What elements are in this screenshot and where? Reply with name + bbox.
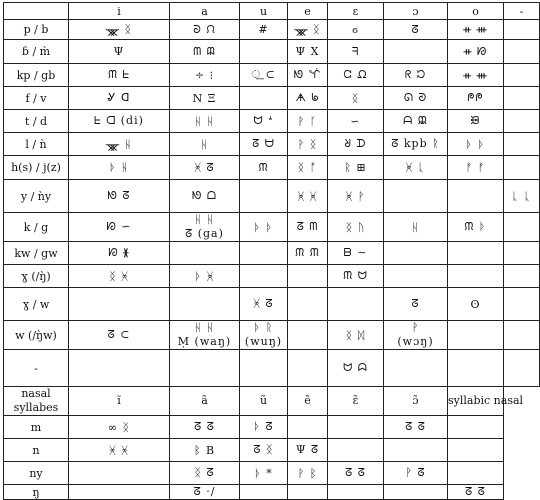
nasal-row — [4, 416, 540, 439]
row-label: k / g — [4, 213, 69, 242]
script-cell: ᚹ ᛒ — [288, 462, 328, 485]
table-row — [4, 213, 540, 242]
column-header: o — [448, 3, 504, 20]
row-label: kw / gw — [4, 242, 69, 265]
row-label: y / ǹy — [4, 180, 69, 213]
script-cell: ᘏ ᘑ — [384, 87, 448, 110]
script-cell — [504, 321, 540, 350]
blank-cell — [504, 485, 540, 500]
script-cell: ᗗ ᖚ — [288, 87, 328, 110]
script-cell: ᛝ ᛞ — [328, 321, 384, 350]
script-cell: ᚸ ᚸ — [288, 180, 328, 213]
script-cell — [240, 87, 288, 110]
script-cell: ᚑ ᚒ — [448, 64, 504, 87]
cell-line: ᚦ ᚱ — [253, 321, 274, 334]
script-cell: ᘳ ᘵ — [328, 64, 384, 87]
blank-cell — [504, 416, 540, 439]
script-cell — [288, 350, 328, 387]
script-cell: ᚸ ᚹ — [328, 180, 384, 213]
script-cell: ᘚ ᖎ — [288, 64, 328, 87]
script-cell — [384, 350, 448, 387]
cell-line: ᚹ — [411, 321, 420, 334]
script-cell — [384, 321, 448, 350]
script-cell: ᘔ ᘔ — [384, 416, 448, 439]
script-cell: ᘔ ᛝ — [240, 439, 288, 462]
nasal-row — [4, 439, 540, 462]
row-label: - — [4, 350, 69, 387]
column-header: u — [240, 3, 288, 20]
nasal-header-row — [4, 387, 540, 416]
script-cell — [170, 288, 240, 321]
script-cell: ᚦ ᘔ — [240, 416, 288, 439]
row-label: l / ǹ — [4, 133, 69, 156]
script-cell: ᛒ Β — [170, 439, 240, 462]
table-row — [4, 265, 540, 288]
script-cell: ᙏ ᖶ — [69, 64, 170, 87]
script-cell: ᘔ ⊂ — [69, 321, 170, 350]
script-cell: ᚹ ᚴ — [288, 110, 328, 133]
cell-line: ᘔ (ga) — [185, 227, 224, 240]
script-cell: ᖷ — [328, 40, 384, 64]
script-cell — [384, 485, 448, 500]
script-cell: ʘ — [448, 288, 504, 321]
script-cell: ᘔ — [384, 20, 448, 40]
script-cell: ᚺ ᚺ — [170, 110, 240, 133]
script-cell: ᘔ — [384, 288, 448, 321]
nasal-row — [4, 462, 540, 485]
script-cell — [384, 242, 448, 265]
script-cell: ᛝ ᚢ — [328, 213, 384, 242]
script-cell: ᚠ ᚠ — [448, 156, 504, 180]
script-cell — [240, 265, 288, 288]
row-label: f / v — [4, 87, 69, 110]
script-cell: Ψ — [69, 40, 170, 64]
script-cell — [170, 321, 240, 350]
row-label: kp / gb — [4, 64, 69, 87]
table-row — [4, 87, 540, 110]
row-label: w (/ŋ̀w) — [4, 321, 69, 350]
script-cell: Ψ ᘔ — [288, 439, 328, 462]
script-cell: ᚘ ᛝ — [69, 20, 170, 40]
script-cell: ᚱ ⊞ — [328, 156, 384, 180]
row-label: n — [4, 439, 69, 462]
script-cell: ᚹ ᛝ — [288, 133, 328, 156]
script-cell — [69, 288, 170, 321]
blank-cell — [504, 462, 540, 485]
header-row — [4, 3, 540, 20]
script-cell: ᚸ ᚸ — [69, 439, 170, 462]
script-cell: ᘔ ᗨ — [240, 133, 288, 156]
script-cell — [448, 180, 504, 213]
script-cell: ᖘᖘ — [448, 87, 504, 110]
row-label: ɣ (/ŋ̀) — [4, 265, 69, 288]
script-cell — [328, 416, 384, 439]
script-cell — [328, 485, 384, 500]
script-cell: ᘔ kpb ᚱ — [384, 133, 448, 156]
row-label: ny — [4, 462, 69, 485]
script-cell — [448, 350, 504, 387]
row-label: ŋ — [4, 485, 69, 500]
nasal-row — [4, 485, 540, 500]
script-cell — [288, 321, 328, 350]
script-cell — [240, 40, 288, 64]
script-cell — [448, 321, 504, 350]
script-cell: ᚸ ᚳ — [384, 156, 448, 180]
column-header: a — [170, 3, 240, 20]
row-label: m — [4, 416, 69, 439]
cell-line: Ṃ (waŋ) — [177, 335, 232, 348]
script-cell — [288, 485, 328, 500]
nasal-column-header: syllabic nasal — [448, 387, 504, 416]
row-label: ɣ / w — [4, 288, 69, 321]
script-cell — [240, 485, 288, 500]
script-cell: # — [240, 20, 288, 40]
script-cell — [170, 350, 240, 387]
script-cell: Ψ Χ — [288, 40, 328, 64]
script-cell: ᘔ ᗰ — [288, 213, 328, 242]
row-label: t / d — [4, 110, 69, 133]
script-cell — [384, 180, 448, 213]
table-row — [4, 288, 540, 321]
script-cell — [328, 288, 384, 321]
script-cell: ᚺ — [384, 213, 448, 242]
script-cell — [69, 350, 170, 387]
script-cell: ᘐ ᙁ — [170, 20, 240, 40]
script-cell — [504, 40, 540, 64]
script-cell: ϭ — [328, 20, 384, 40]
script-cell — [504, 133, 540, 156]
nasal-column-header: ĩ — [69, 387, 170, 416]
script-cell: ᘔ ᘔ — [448, 485, 504, 500]
script-cell — [504, 265, 540, 288]
script-cell: ᚑ ᘙ — [448, 40, 504, 64]
script-cell: ᙞ — [448, 110, 504, 133]
script-cell — [328, 439, 384, 462]
script-cell: ᘔ ·/ — [170, 485, 240, 500]
nasal-column-header: ɛ̃ — [328, 387, 384, 416]
script-cell: ᚳ ᚳ — [504, 180, 540, 213]
table-row — [4, 242, 540, 265]
script-cell: ∞ ᛝ — [69, 416, 170, 439]
script-cell — [170, 213, 240, 242]
script-cell — [69, 462, 170, 485]
table-row — [4, 180, 540, 213]
script-cell: ᚸ ᘔ — [240, 288, 288, 321]
script-cell: ÷ ⁝ — [170, 64, 240, 87]
column-header: e — [288, 3, 328, 20]
script-cell — [384, 265, 448, 288]
column-header: - — [504, 3, 540, 20]
script-cell — [504, 213, 540, 242]
script-cell — [240, 321, 288, 350]
nasal-column-header: ã — [170, 387, 240, 416]
cell-line: ᚺ ᚺ — [194, 213, 215, 226]
script-cell: ᚺ — [170, 133, 240, 156]
table-row — [4, 133, 540, 156]
script-cell: ∽ — [328, 110, 384, 133]
script-cell — [448, 462, 504, 485]
nasal-header-label: nasal syllabes — [4, 387, 69, 416]
row-label: ɓ / m̀ — [4, 40, 69, 64]
script-cell: ᘔ ᘔ — [328, 462, 384, 485]
script-cell — [504, 350, 540, 387]
blank-cell — [504, 439, 540, 462]
script-cell — [448, 265, 504, 288]
script-cell: Ν Ξ — [170, 87, 240, 110]
script-cell — [288, 288, 328, 321]
script-cell — [448, 242, 504, 265]
script-cell: ⵿ ⊂ — [240, 64, 288, 87]
script-cell: ᗢ ᗮ — [240, 110, 288, 133]
nasal-column-header: ẽ — [288, 387, 328, 416]
script-cell — [504, 64, 540, 87]
table-row — [4, 110, 540, 133]
script-cell: ᚘ ᛝ — [288, 20, 328, 40]
script-cell: ᚑ ᚒ — [448, 20, 504, 40]
script-cell: ᚦ * — [240, 462, 288, 485]
script-cell — [504, 156, 540, 180]
table-row — [4, 64, 540, 87]
column-header: i — [69, 3, 170, 20]
script-cell: ᘗ ᚕ — [69, 242, 170, 265]
script-cell: ᚦ ᚦ — [240, 213, 288, 242]
table-row — [4, 20, 540, 40]
script-cell: ᚦ ᚦ — [448, 133, 504, 156]
script-cell: ᘚ ᘔ — [69, 180, 170, 213]
script-cell: ᚦ ᚸ — [170, 265, 240, 288]
script-cell: ᛝ ᘔ — [170, 462, 240, 485]
script-cell — [448, 416, 504, 439]
script-cell: ᗩ ᙜ — [384, 110, 448, 133]
script-cell: ᛝ — [328, 87, 384, 110]
script-cell — [240, 180, 288, 213]
script-cell: ᙏ — [240, 156, 288, 180]
row-label: p / b — [4, 20, 69, 40]
cell-line: (wuŋ) — [244, 335, 283, 348]
column-header — [4, 3, 69, 20]
row-label: h(s) / j(z) — [4, 156, 69, 180]
script-cell — [448, 439, 504, 462]
script-cell — [504, 242, 540, 265]
nasal-column-header: ũ — [240, 387, 288, 416]
script-cell — [504, 87, 540, 110]
script-cell — [384, 439, 448, 462]
script-cell: ᚘ ᚺ — [69, 133, 170, 156]
script-cell: ᗢ ᗣ — [328, 350, 384, 387]
script-cell: ᙏ ᗢ — [328, 265, 384, 288]
script-cell — [240, 350, 288, 387]
script-cell: ᖇ ᘰ — [384, 64, 448, 87]
script-cell — [504, 110, 540, 133]
script-cell: ᘚ ᗝ — [170, 180, 240, 213]
cell-line: (wɔŋ) — [397, 335, 434, 348]
script-cell — [504, 288, 540, 321]
script-cell: ᖈ ᗪ — [328, 133, 384, 156]
column-header: ɛ — [328, 3, 384, 20]
script-cell: ᗰ ᗼ — [170, 40, 240, 64]
script-cell — [288, 416, 328, 439]
table-row — [4, 156, 540, 180]
script-cell: ᘔ ᘔ — [170, 416, 240, 439]
script-cell: ᖶ ᗡ (di) — [69, 110, 170, 133]
script-cell — [288, 265, 328, 288]
cell-line: ᚺ ᚺ — [194, 321, 215, 334]
table-row — [4, 350, 540, 387]
table-row — [4, 40, 540, 64]
script-cell: ᚸ ᘔ — [170, 156, 240, 180]
script-cell: ᚹ ᘔ — [384, 462, 448, 485]
script-cell: ᙏ ᙏ — [288, 242, 328, 265]
script-cell — [240, 242, 288, 265]
script-cell: ᚦ ᚺ — [69, 156, 170, 180]
script-cell: ᛝ ᚸ — [69, 265, 170, 288]
script-cell: ᘗ ∽ — [69, 213, 170, 242]
script-cell — [504, 20, 540, 40]
column-header: ɔ — [384, 3, 448, 20]
table-row — [4, 321, 540, 350]
script-cell — [384, 40, 448, 64]
script-cell: ᛝ ᚩ — [288, 156, 328, 180]
script-cell — [69, 485, 170, 500]
script-cell: Ꮍ ᗡ — [69, 87, 170, 110]
syllabary-table — [3, 2, 540, 500]
script-cell: ᗷ ∼ — [328, 242, 384, 265]
script-cell — [170, 242, 240, 265]
nasal-column-header: ɔ̃ — [384, 387, 448, 416]
script-cell: ᙏ ᚦ — [448, 213, 504, 242]
